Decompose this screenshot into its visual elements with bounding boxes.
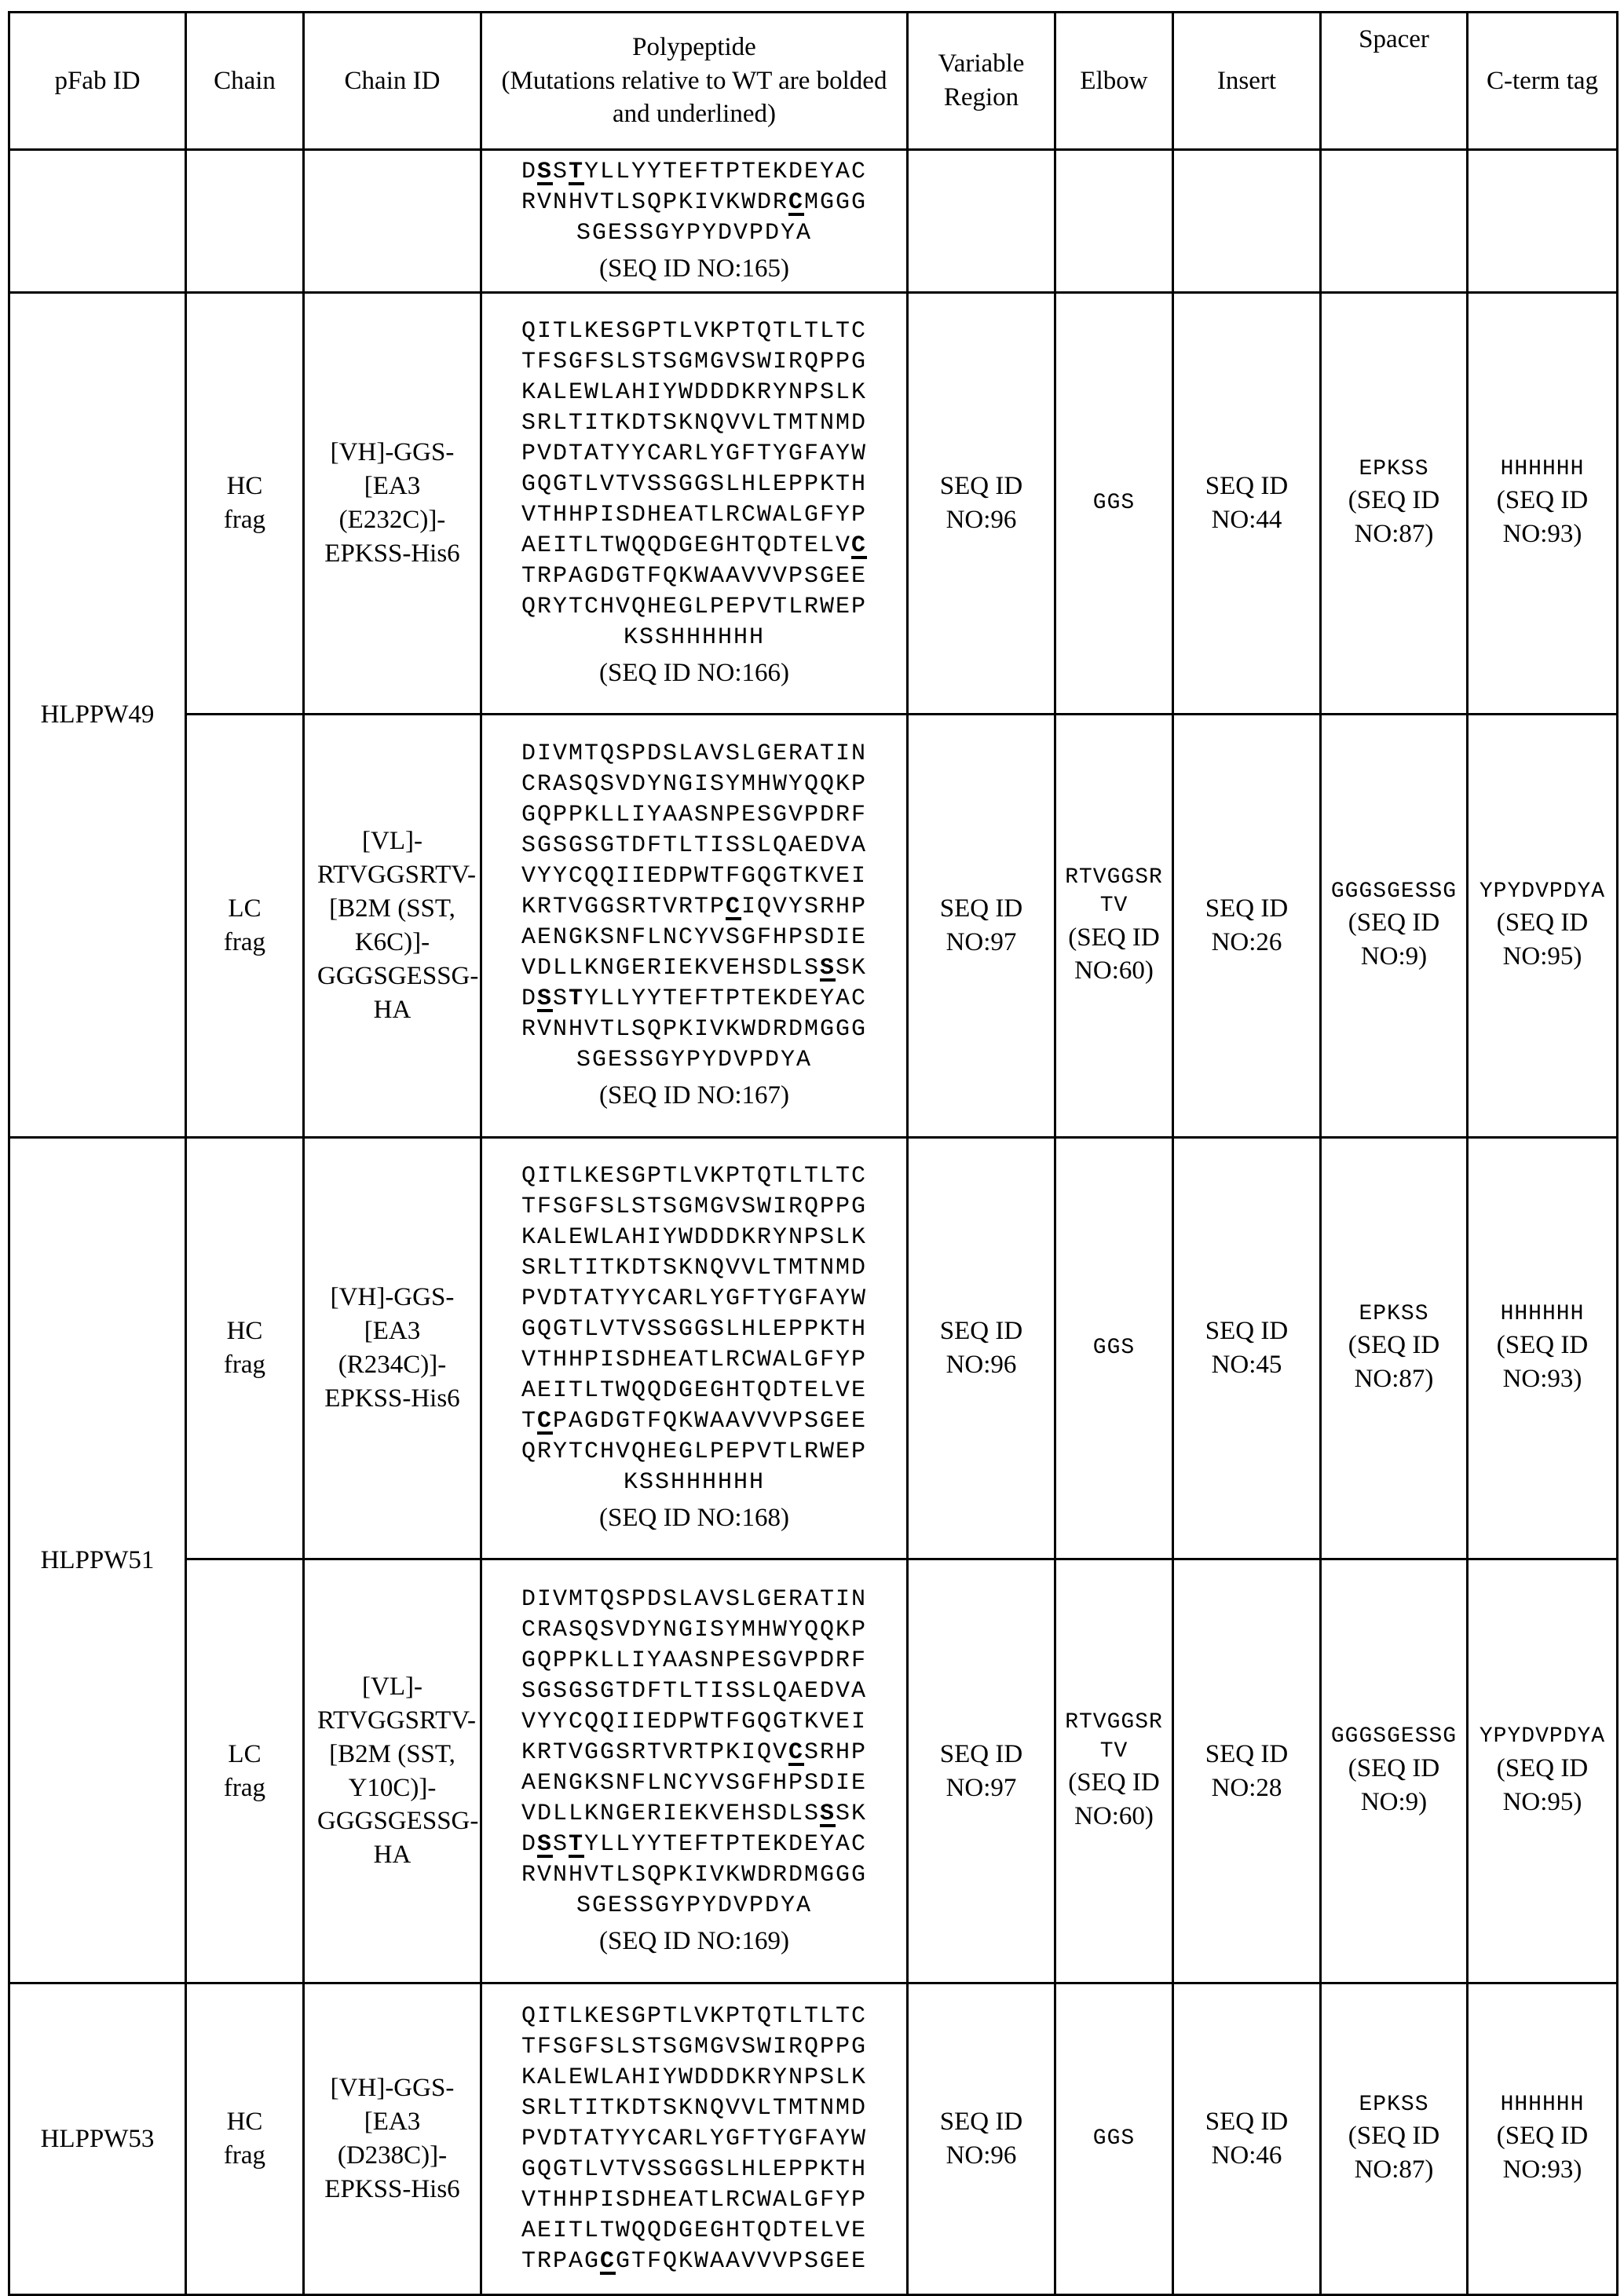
pfab-id: HLPPW53 <box>40 2124 155 2153</box>
sequence-line: AEITLTWQQDGEGHTQDTELVE <box>521 2217 868 2244</box>
elbow-seq: GGS <box>1092 1335 1136 1360</box>
variable-region-value: SEQ ID NO:96 <box>939 472 1023 534</box>
chain-id: [VH]-GGS-[EA3 (R234C)]-EPKSS-His6 <box>324 1283 460 1413</box>
sequence-line: TFSGFSLSTSGMGVSWIRQPPG <box>521 1194 868 1221</box>
cterm-tag-seq: YPYDVPDYA <box>1479 1724 1606 1749</box>
sequence-line: CRASQSVDYNGISYMHWYQQKP <box>521 1616 868 1643</box>
mutation-residue: S <box>536 158 553 185</box>
pfab-id-cell <box>9 1983 186 2295</box>
table-row <box>9 1138 1618 1559</box>
elbow-seq-id: (SEQ ID NO:60) <box>1068 1768 1160 1830</box>
header-insert: Insert <box>1173 13 1321 150</box>
sequence-line: VDLLKNGERIEKVEHSDLSSSK <box>521 955 868 982</box>
sequence-line: KSSHHHHHH <box>623 624 766 652</box>
sequence-line: AEITLTWQQDGEGHTQDTELVE <box>521 1377 868 1405</box>
chain-id: [VH]-GGS-[EA3 (D238C)]-EPKSS-His6 <box>324 2074 460 2203</box>
polypeptide-sequence <box>490 739 898 1076</box>
sequence-line: VTHHPISDHEATLRCWALGFYP <box>521 2186 868 2214</box>
pfab-id: HLPPW49 <box>40 700 155 729</box>
insert-value: SEQ ID NO:46 <box>1205 2108 1289 2170</box>
variable-region-value: SEQ ID NO:96 <box>939 1317 1023 1379</box>
insert-value: SEQ ID NO:45 <box>1205 1317 1289 1379</box>
header-chain-id: Chain ID <box>304 13 481 150</box>
header-elbow: Elbow <box>1055 13 1173 150</box>
spacer-seq: EPKSS <box>1359 1301 1429 1326</box>
sequence-line: SRLTITKDTSKNQVVLTMTNMD <box>521 2094 868 2122</box>
elbow-cell <box>1055 715 1173 1138</box>
variable-region-cell <box>908 1138 1055 1559</box>
sequence-line: GQPPKLLIYAASNPESGVPDRF <box>521 802 868 829</box>
variable-region-cell <box>908 1559 1055 1983</box>
sequence-line: KALEWLAHIYWDDDKRYNPSLK <box>521 1224 868 1252</box>
pfab-id: HLPPW51 <box>40 1545 155 1574</box>
mutation-residue: S <box>820 955 836 982</box>
variable-region-cell <box>908 150 1055 293</box>
continuation-row <box>9 150 1618 293</box>
spacer-seq-id: (SEQ ID NO:87) <box>1348 2122 1440 2184</box>
polypeptide-seq-id: (SEQ ID NO:169) <box>599 1926 789 1955</box>
sequence-line: GQPPKLLIYAASNPESGVPDRF <box>521 1647 868 1674</box>
spacer-cell <box>1321 1983 1468 2295</box>
chain-cell <box>186 1983 304 2295</box>
sequence-line: RVNHVTLSQPKIVKWDRDMGGG <box>521 1016 868 1044</box>
header-polypeptide <box>481 13 908 150</box>
sequence-line: GQGTLVTVSSGGSLHLEPPKTH <box>521 1316 868 1344</box>
polypeptide-cell <box>481 715 908 1138</box>
elbow-seq: RTVGGSRTV <box>1065 865 1163 919</box>
table-row <box>9 293 1618 715</box>
insert-value: SEQ ID NO:44 <box>1205 472 1289 534</box>
sequence-line: KRTVGGSRTVRTPKIQVCSRHP <box>521 1738 868 1766</box>
spacer-cell <box>1321 293 1468 715</box>
header-cterm-tag: C-term tag <box>1468 13 1618 150</box>
mutation-residue: C <box>851 532 868 560</box>
sequence-line: RVNHVTLSQPKIVKWDRDMGGG <box>521 1861 868 1888</box>
polypeptide-sequence <box>490 157 898 249</box>
table-row <box>9 715 1618 1138</box>
chain-id: [VL]-RTVGGSRTV-[B2M (SST, K6C)]-GGGSGESSG-HA <box>317 827 479 1024</box>
mutation-residue: C <box>788 1738 805 1766</box>
sequence-line: PVDTATYYCARLYGFTYGFAYW <box>521 2125 868 2152</box>
chain-type: HC frag <box>223 1317 266 1379</box>
chain-id: [VL]-RTVGGSRTV-[B2M (SST, Y10C)]-GGGSGESSG-HA <box>317 1672 479 1870</box>
polypeptide-cell <box>481 1138 908 1559</box>
chain-type: LC frag <box>223 1739 266 1802</box>
insert-cell <box>1173 1983 1321 2295</box>
chain-id-cell <box>304 715 481 1138</box>
polypeptide-seq-id: (SEQ ID NO:165) <box>599 254 789 283</box>
mutation-residue: C <box>599 2247 616 2275</box>
sequence-line: QITLKESGPTLVKPTQTLTLTC <box>521 1163 868 1190</box>
bold-residue: T <box>568 985 584 1013</box>
cterm-tag-seq-id: (SEQ ID NO:95) <box>1496 909 1589 971</box>
mutation-residue: C <box>536 1408 553 1435</box>
variable-region-cell <box>908 715 1055 1138</box>
sequence-line: VTHHPISDHEATLRCWALGFYP <box>521 502 868 529</box>
cterm-tag-cell <box>1468 1983 1618 2295</box>
variable-region-value: SEQ ID NO:97 <box>939 1739 1023 1802</box>
sequence-line: RVNHVTLSQPKIVKWDRCMGGG <box>521 188 868 216</box>
mutation-residue: S <box>536 985 553 1013</box>
insert-cell <box>1173 293 1321 715</box>
sequence-line: TFSGFSLSTSGMGVSWIRQPPG <box>521 349 868 376</box>
sequence-line: AENGKSNFLNCYVSGFHPSDIE <box>521 1769 868 1797</box>
cterm-tag-cell <box>1468 1138 1618 1559</box>
elbow-cell <box>1055 1138 1173 1559</box>
mutation-residue: C <box>726 894 742 921</box>
variable-region-cell <box>908 1983 1055 2295</box>
mutation-residue: S <box>536 1830 553 1858</box>
spacer-cell <box>1321 150 1468 293</box>
spacer-seq-id: (SEQ ID NO:87) <box>1348 1331 1440 1394</box>
chain-id-cell <box>304 1138 481 1559</box>
chain-type: LC frag <box>223 894 266 956</box>
sequence-line: QITLKESGPTLVKPTQTLTLTC <box>521 2002 868 2030</box>
cterm-tag-seq: HHHHHH <box>1500 456 1585 481</box>
spacer-seq-id: (SEQ ID NO:9) <box>1348 909 1440 971</box>
elbow-seq-id: (SEQ ID NO:60) <box>1068 923 1160 985</box>
chain-type: HC frag <box>223 2108 266 2170</box>
polypeptide-seq-id: (SEQ ID NO:167) <box>599 1081 789 1110</box>
elbow-cell <box>1055 1983 1173 2295</box>
cterm-tag-seq-id: (SEQ ID NO:93) <box>1496 2122 1589 2184</box>
polypeptide-sequence <box>490 1585 898 1921</box>
sequence-line: TRPAGCGTFQKWAAVVVPSGEE <box>521 2247 868 2275</box>
sequence-table <box>8 11 1619 2296</box>
header-pfab-id: pFab ID <box>9 13 186 150</box>
sequence-line: VYYCQQIIEDPWTFGQGTKVEI <box>521 863 868 890</box>
insert-cell <box>1173 715 1321 1138</box>
spacer-seq: GGGSGESSG <box>1330 879 1458 904</box>
insert-value: SEQ ID NO:28 <box>1205 1739 1289 1802</box>
sequence-line: KSSHHHHHH <box>623 1469 766 1497</box>
sequence-line: PVDTATYYCARLYGFTYGFAYW <box>521 441 868 468</box>
polypeptide-sequence <box>490 1161 898 1498</box>
sequence-line: AEITLTWQQDGEGHTQDTELVC <box>521 532 868 560</box>
sequence-line: KALEWLAHIYWDDDKRYNPSLK <box>521 2064 868 2091</box>
mutation-residue: T <box>568 158 584 185</box>
sequence-line: DSSTYLLYYTEFTPTEKDEYAC <box>521 1830 868 1858</box>
chain-id-cell <box>304 150 481 293</box>
spacer-cell <box>1321 715 1468 1138</box>
spacer-cell <box>1321 1138 1468 1559</box>
pfab-id-cell <box>9 293 186 1138</box>
polypeptide-cell <box>481 1559 908 1983</box>
polypeptide-seq-id: (SEQ ID NO:166) <box>599 659 789 688</box>
sequence-line: GQGTLVTVSSGGSLHLEPPKTH <box>521 2155 868 2183</box>
elbow-cell <box>1055 293 1173 715</box>
header-polypeptide-title: Polypeptide <box>632 32 756 61</box>
cterm-tag-seq: HHHHHH <box>1500 2092 1585 2117</box>
sequence-line: QITLKESGPTLVKPTQTLTLTC <box>521 318 868 345</box>
polypeptide-cell <box>481 1983 908 2295</box>
header-polypeptide-note: (Mutations relative to WT are bolded and underlined) <box>501 66 887 129</box>
header-spacer: Spacer <box>1321 13 1468 150</box>
cterm-tag-cell <box>1468 293 1618 715</box>
sequence-line: KRTVGGSRTVRTPCIQVYSRHP <box>521 894 868 921</box>
sequence-line: VDLLKNGERIEKVEHSDLSSSK <box>521 1800 868 1827</box>
sequence-line: SGSGSGTDFTLTISSLQAEDVA <box>521 832 868 860</box>
sequence-line: DIVMTQSPDSLAVSLGERATIN <box>521 740 868 768</box>
cterm-tag-seq-id: (SEQ ID NO:93) <box>1496 1331 1589 1394</box>
polypeptide-cell <box>481 293 908 715</box>
chain-cell <box>186 1138 304 1559</box>
sequence-line: SGESSGYPYDVPDYA <box>576 1892 813 1919</box>
elbow-seq: GGS <box>1092 490 1136 515</box>
elbow-seq: GGS <box>1092 2126 1136 2151</box>
header-row <box>9 13 1618 150</box>
sequence-line: QRYTCHVQHEGLPEPVTLRWEP <box>521 1439 868 1466</box>
sequence-line: TCPAGDGTFQKWAAVVVPSGEE <box>521 1408 868 1435</box>
chain-type: HC frag <box>223 472 266 534</box>
mutation-residue: T <box>568 1830 584 1858</box>
polypeptide-seq-id: (SEQ ID NO:168) <box>599 1504 789 1533</box>
spacer-seq-id: (SEQ ID NO:9) <box>1348 1753 1440 1816</box>
pfab-id-cell <box>9 150 186 293</box>
sequence-line: VYYCQQIIEDPWTFGQGTKVEI <box>521 1708 868 1735</box>
elbow-seq: RTVGGSRTV <box>1065 1710 1163 1764</box>
spacer-seq-id: (SEQ ID NO:87) <box>1348 486 1440 549</box>
pfab-id-cell <box>9 1138 186 1983</box>
spacer-seq: EPKSS <box>1359 456 1429 481</box>
sequence-line: CRASQSVDYNGISYMHWYQQKP <box>521 771 868 799</box>
insert-cell <box>1173 1138 1321 1559</box>
cterm-tag-cell <box>1468 1559 1618 1983</box>
insert-cell <box>1173 1559 1321 1983</box>
sequence-line: DSSTYLLYYTEFTPTEKDEYAC <box>521 985 868 1013</box>
chain-cell <box>186 150 304 293</box>
chain-id-cell <box>304 1559 481 1983</box>
cterm-tag-seq: YPYDVPDYA <box>1479 879 1606 904</box>
polypeptide-cell <box>481 150 908 293</box>
sequence-line: QRYTCHVQHEGLPEPVTLRWEP <box>521 594 868 621</box>
sequence-line: KALEWLAHIYWDDDKRYNPSLK <box>521 379 868 407</box>
sequence-line: DIVMTQSPDSLAVSLGERATIN <box>521 1585 868 1613</box>
sequence-line: DSSTYLLYYTEFTPTEKDEYAC <box>521 158 868 185</box>
table-body <box>9 150 1618 2295</box>
header-variable-region: Variable Region <box>908 13 1055 150</box>
cterm-tag-seq-id: (SEQ ID NO:93) <box>1496 486 1589 549</box>
variable-region-value: SEQ ID NO:97 <box>939 894 1023 956</box>
spacer-seq: EPKSS <box>1359 2092 1429 2117</box>
sequence-line: SGESSGYPYDVPDYA <box>576 219 813 247</box>
elbow-cell <box>1055 150 1173 293</box>
cterm-tag-cell <box>1468 150 1618 293</box>
table-row <box>9 1983 1618 2295</box>
header-chain: Chain <box>186 13 304 150</box>
mutation-residue: S <box>820 1800 836 1827</box>
insert-value: SEQ ID NO:26 <box>1205 894 1289 956</box>
sequence-line: GQGTLVTVSSGGSLHLEPPKTH <box>521 471 868 499</box>
sequence-line: SGESSGYPYDVPDYA <box>576 1047 813 1074</box>
spacer-cell <box>1321 1559 1468 1983</box>
sequence-line: TRPAGDGTFQKWAAVVVPSGEE <box>521 563 868 590</box>
polypeptide-sequence <box>490 2002 898 2277</box>
chain-id-cell <box>304 1983 481 2295</box>
chain-id: [VH]-GGS-[EA3 (E232C)]-EPKSS-His6 <box>324 438 460 568</box>
variable-region-value: SEQ ID NO:96 <box>939 2108 1023 2170</box>
sequence-line: VTHHPISDHEATLRCWALGFYP <box>521 1347 868 1374</box>
chain-id-cell <box>304 293 481 715</box>
variable-region-cell <box>908 293 1055 715</box>
chain-cell <box>186 715 304 1138</box>
cterm-tag-cell <box>1468 715 1618 1138</box>
polypeptide-sequence <box>490 316 898 653</box>
chain-cell <box>186 293 304 715</box>
cterm-tag-seq: HHHHHH <box>1500 1301 1585 1326</box>
sequence-line: SGSGSGTDFTLTISSLQAEDVA <box>521 1677 868 1705</box>
mutation-residue: C <box>788 188 805 216</box>
sequence-line: TFSGFSLSTSGMGVSWIRQPPG <box>521 2033 868 2060</box>
cterm-tag-seq-id: (SEQ ID NO:95) <box>1496 1753 1589 1816</box>
elbow-cell <box>1055 1559 1173 1983</box>
sequence-line: AENGKSNFLNCYVSGFHPSDIE <box>521 924 868 952</box>
spacer-seq: GGGSGESSG <box>1330 1724 1458 1749</box>
sequence-line: SRLTITKDTSKNQVVLTMTNMD <box>521 1255 868 1282</box>
table-row <box>9 1559 1618 1983</box>
sequence-line: SRLTITKDTSKNQVVLTMTNMD <box>521 410 868 437</box>
sequence-line: PVDTATYYCARLYGFTYGFAYW <box>521 1285 868 1313</box>
chain-cell <box>186 1559 304 1983</box>
insert-cell <box>1173 150 1321 293</box>
